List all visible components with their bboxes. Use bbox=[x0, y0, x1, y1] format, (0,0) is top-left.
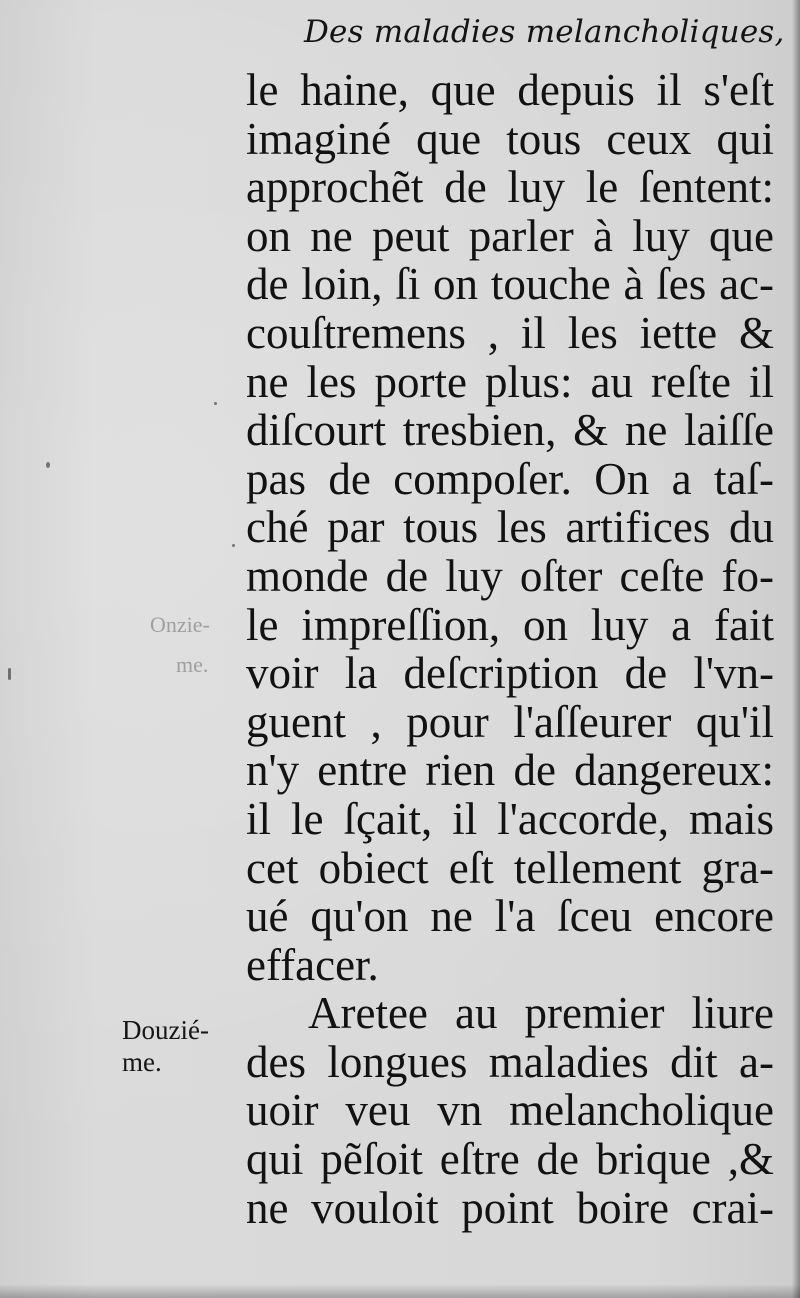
page-edge-shadow bbox=[792, 0, 800, 1298]
text-line: voir la deſcription de l'vn- bbox=[246, 648, 774, 699]
ink-speck bbox=[232, 544, 235, 547]
text-line: effacer. bbox=[246, 939, 379, 990]
text-line: le haine, que depuis il s'eſt bbox=[246, 65, 774, 115]
bleed-through-note: me. bbox=[176, 652, 209, 677]
text-line: monde de luy oſter ceſte fo- bbox=[246, 550, 774, 601]
text-line: qui pẽſoit eſtre de brique ,& bbox=[246, 1134, 774, 1185]
text-line: il le ſçait, il l'accorde, mais bbox=[246, 793, 774, 844]
text-line: n'y entre rien de dangereux: bbox=[246, 745, 774, 796]
body-text bbox=[246, 66, 774, 1232]
text-line: des longues maladies dit a- bbox=[246, 1036, 774, 1087]
text-line: ne vouloit point boire crai- bbox=[246, 1182, 774, 1233]
text-line: cet obiect eſt tellement gra- bbox=[246, 842, 774, 893]
margin-note bbox=[122, 1014, 209, 1078]
text-line: pas de compoſer. On a taſ- bbox=[246, 453, 774, 504]
text-line: guent , pour l'aſſeurer qu'il bbox=[246, 696, 774, 747]
text-line: imaginé que tous ceux qui bbox=[246, 113, 774, 164]
text-line: le impreſſion, on luy a fait bbox=[246, 599, 774, 650]
text-line: ne les porte plus: au reſte il bbox=[246, 356, 774, 407]
page-edge-shadow bbox=[0, 1284, 800, 1298]
margin-note-line: me. bbox=[122, 1047, 162, 1077]
text-line: diſcourt tresbien, & ne laiſſe bbox=[246, 405, 774, 456]
ink-speck bbox=[8, 668, 11, 680]
running-head: Des maladies melancholiques, bbox=[304, 14, 785, 50]
text-line: Aretee au premier liure bbox=[308, 988, 774, 1039]
margin-note-line: Douzié- bbox=[122, 1015, 209, 1045]
ink-speck bbox=[46, 462, 50, 468]
text-line: on ne peut parler à luy que bbox=[246, 210, 774, 261]
text-line: uoir veu vn melancholique bbox=[246, 1085, 774, 1136]
bleed-through-note: Onzie- bbox=[150, 612, 210, 637]
text-line: approchẽt de luy le ſentent: bbox=[246, 162, 774, 213]
text-line: couſtremens , il les iette & bbox=[246, 307, 774, 358]
text-line: ué qu'on ne l'a ſceu encore bbox=[246, 891, 774, 942]
ink-speck bbox=[214, 402, 217, 405]
text-line: ché par tous les artifices du bbox=[246, 502, 774, 553]
text-line: de loin, ſi on touche à ſes ac- bbox=[246, 259, 774, 310]
